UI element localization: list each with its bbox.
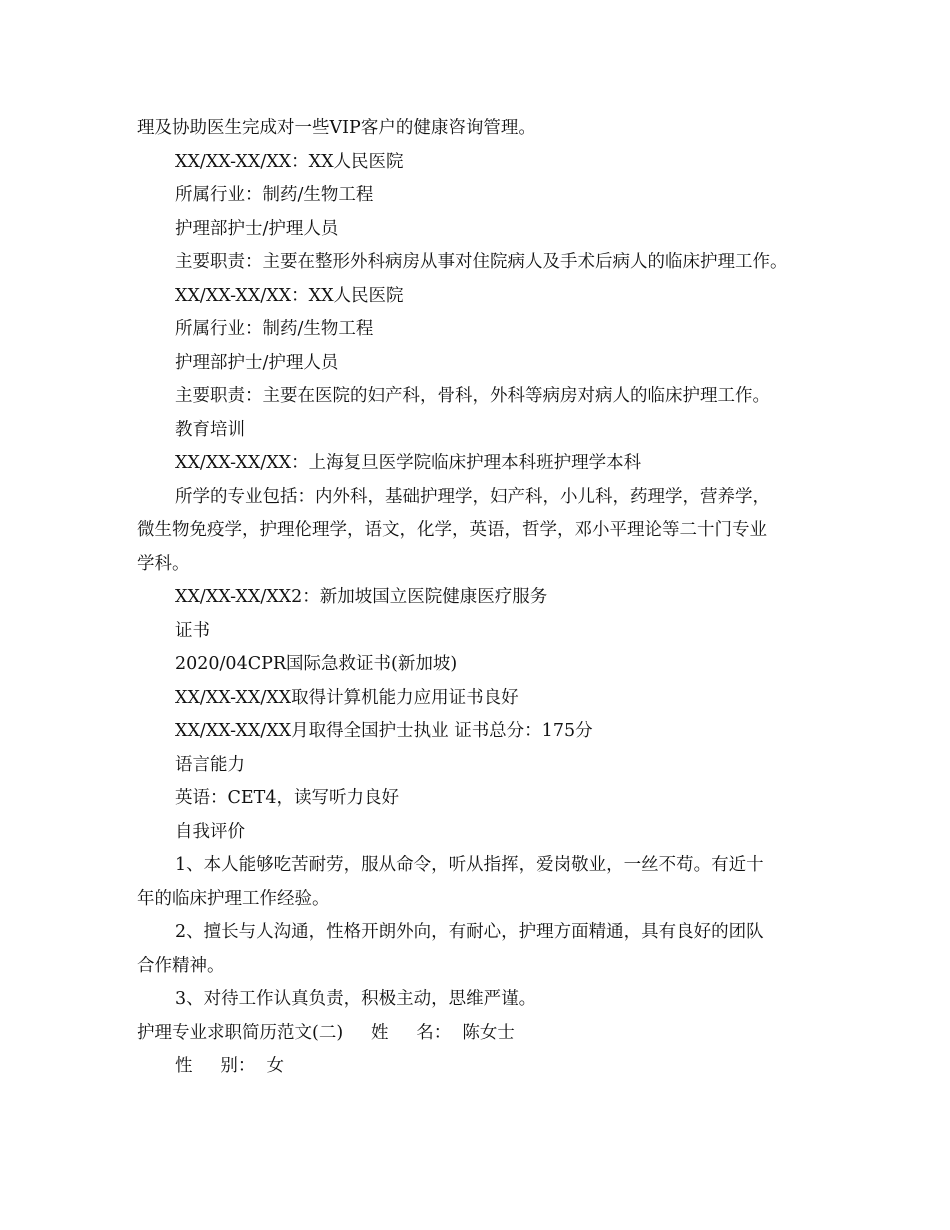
text-line: 所学的专业包括：内外科，基础护理学，妇产科，小儿科，药理学，营养学，: [175, 486, 770, 507]
text-line: 教育培训: [175, 419, 245, 440]
text-line: 微生物免疫学，护理伦理学，语文，化学，英语，哲学，邓小平理论等二十门专业: [137, 520, 767, 540]
text-line: 自我评价: [175, 821, 245, 842]
text-line: 语言能力: [175, 754, 245, 775]
text-line: XX/XX-XX/XX月取得全国护士执业 证书总分：175分: [175, 721, 593, 741]
text-line: 主要职责：主要在医院的妇产科，骨科，外科等病房对病人的临床护理工作。: [175, 386, 770, 406]
text-line: 2、擅长与人沟通，性格开朗外向，有耐心，护理方面精通，具有良好的团队: [175, 922, 764, 942]
text-line: 护理部护士/护理人员: [175, 352, 339, 373]
text-line: 所属行业：制药/生物工程: [175, 319, 374, 339]
text-line: 理及协助医生完成对一些VIP客户的健康咨询管理。: [137, 118, 536, 138]
text-line: 主要职责：主要在整形外科病房从事对住院病人及手术后病人的临床护理工作。: [175, 252, 788, 272]
text-line: 护理专业求职简历范文(二) 姓 名： 陈女士: [137, 1022, 515, 1043]
text-line: 性 别： 女: [175, 1056, 284, 1076]
text-line: 年的临床护理工作经验。: [137, 888, 330, 909]
text-line: XX/XX-XX/XX：上海复旦医学院临床护理本科班护理学本科: [175, 453, 642, 473]
text-line: XX/XX-XX/XX：XX人民医院: [175, 151, 404, 172]
text-line: XX/XX-XX/XX取得计算机能力应用证书良好: [175, 687, 519, 708]
text-line: 护理部护士/护理人员: [175, 218, 339, 239]
text-line: 英语：CET4，读写听力良好: [175, 788, 399, 808]
text-line: 证书: [175, 620, 210, 641]
text-line: 1、本人能够吃苦耐劳，服从命令，听从指挥，爱岗敬业，一丝不苟。有近十: [175, 855, 764, 875]
text-line: 合作精神。: [137, 955, 225, 976]
text-line: 2020/04CPR国际急救证书(新加坡): [175, 654, 458, 674]
text-line: 学科。: [137, 553, 190, 574]
text-line: XX/XX-XX/XX2：新加坡国立医院健康医疗服务: [175, 587, 548, 607]
text-line: 3、对待工作认真负责，积极主动，思维严谨。: [175, 989, 537, 1009]
text-line: 所属行业：制药/生物工程: [175, 185, 374, 205]
text-line: XX/XX-XX/XX：XX人民医院: [175, 285, 404, 306]
document-page: [0, 112, 950, 1084]
